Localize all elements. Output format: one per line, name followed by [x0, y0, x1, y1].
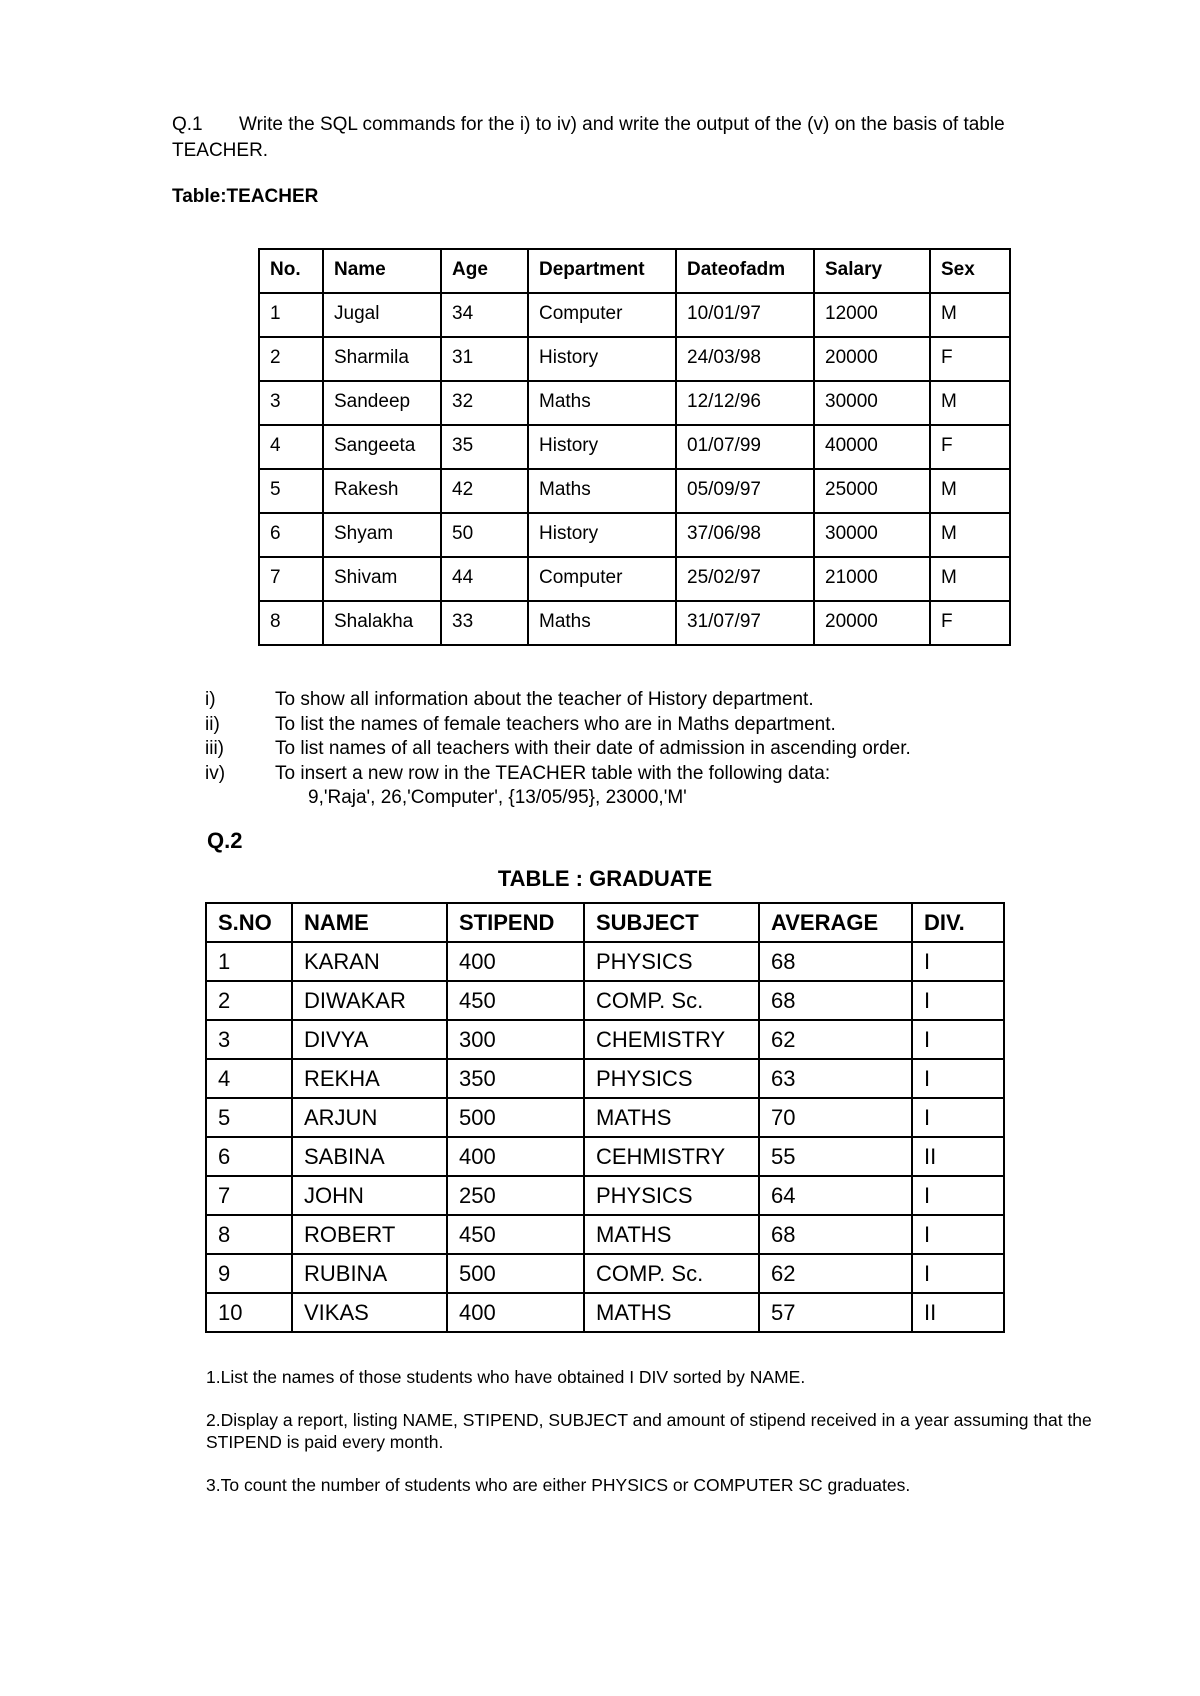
- teacher-table-cell: 6: [259, 513, 323, 557]
- teacher-table-cell: 3: [259, 381, 323, 425]
- graduate-table-cell: 68: [759, 981, 912, 1020]
- graduate-table-cell: I: [912, 1020, 1004, 1059]
- teacher-table-label: Table:TEACHER: [172, 186, 319, 207]
- graduate-header-cell: STIPEND: [447, 903, 584, 942]
- graduate-table-cell: 62: [759, 1020, 912, 1059]
- teacher-header-cell: No.: [259, 249, 323, 293]
- teacher-header-cell: Age: [441, 249, 528, 293]
- graduate-table-row: [206, 1020, 1004, 1059]
- q1-question-list: [205, 688, 911, 811]
- graduate-table-cell: 7: [206, 1176, 292, 1215]
- teacher-table-cell: 32: [441, 381, 528, 425]
- graduate-table-cell: 10: [206, 1293, 292, 1332]
- graduate-table-cell: REKHA: [292, 1059, 447, 1098]
- teacher-table-row: [259, 293, 1010, 337]
- graduate-table-cell: PHYSICS: [584, 1176, 759, 1215]
- graduate-table-cell: 62: [759, 1254, 912, 1293]
- graduate-table-cell: I: [912, 1059, 1004, 1098]
- q1-number: Q.1: [172, 114, 203, 135]
- graduate-table-cell: 500: [447, 1254, 584, 1293]
- teacher-table-cell: History: [528, 425, 676, 469]
- teacher-table-cell: M: [930, 557, 1010, 601]
- teacher-header-cell: Name: [323, 249, 441, 293]
- graduate-table-cell: 1: [206, 942, 292, 981]
- q1-insert-data: 9,'Raja', 26,'Computer', {13/05/95}, 23000,'M': [308, 787, 687, 808]
- graduate-header-cell: S.NO: [206, 903, 292, 942]
- teacher-table-header-row: [259, 249, 1010, 293]
- graduate-table-cell: DIVYA: [292, 1020, 447, 1059]
- graduate-table-cell: RUBINA: [292, 1254, 447, 1293]
- q1-text-line1: Write the SQL commands for the i) to iv) and write the output of the (v) on the basis of table: [239, 114, 1005, 135]
- graduate-table-row: [206, 942, 1004, 981]
- teacher-table: [258, 248, 1011, 646]
- teacher-table-cell: Rakesh: [323, 469, 441, 513]
- graduate-table-row: [206, 1254, 1004, 1293]
- graduate-header-cell: AVERAGE: [759, 903, 912, 942]
- graduate-table-row: [206, 1059, 1004, 1098]
- graduate-table-cell: MATHS: [584, 1215, 759, 1254]
- graduate-table-cell: 57: [759, 1293, 912, 1332]
- graduate-table-cell: COMP. Sc.: [584, 981, 759, 1020]
- teacher-table-cell: 10/01/97: [676, 293, 814, 337]
- teacher-table-row: [259, 513, 1010, 557]
- teacher-table-cell: Maths: [528, 601, 676, 645]
- graduate-header-cell: NAME: [292, 903, 447, 942]
- teacher-table-cell: Shivam: [323, 557, 441, 601]
- graduate-table-row: [206, 1137, 1004, 1176]
- teacher-table-cell: 25/02/97: [676, 557, 814, 601]
- q2-question-3: 3.To count the number of students who are either PHYSICS or COMPUTER SC graduates.: [206, 1475, 911, 1495]
- teacher-table-cell: Sangeeta: [323, 425, 441, 469]
- graduate-table-cell: I: [912, 1098, 1004, 1137]
- teacher-table-cell: 35: [441, 425, 528, 469]
- graduate-table-cell: KARAN: [292, 942, 447, 981]
- teacher-table-cell: 24/03/98: [676, 337, 814, 381]
- graduate-header-cell: DIV.: [912, 903, 1004, 942]
- teacher-table-cell: Sandeep: [323, 381, 441, 425]
- teacher-header-cell: Sex: [930, 249, 1010, 293]
- teacher-table-body: [259, 293, 1010, 645]
- graduate-table-cell: I: [912, 1215, 1004, 1254]
- teacher-table-cell: 25000: [814, 469, 930, 513]
- teacher-table-cell: Shalakha: [323, 601, 441, 645]
- teacher-table-cell: 01/07/99: [676, 425, 814, 469]
- graduate-table-cell: 68: [759, 942, 912, 981]
- graduate-table-cell: 4: [206, 1059, 292, 1098]
- teacher-table-cell: 20000: [814, 601, 930, 645]
- graduate-table-row: [206, 1098, 1004, 1137]
- teacher-table-cell: 20000: [814, 337, 930, 381]
- graduate-table-cell: MATHS: [584, 1098, 759, 1137]
- graduate-table-cell: ARJUN: [292, 1098, 447, 1137]
- graduate-table-cell: II: [912, 1293, 1004, 1332]
- teacher-table-cell: 30000: [814, 381, 930, 425]
- teacher-table-cell: 50: [441, 513, 528, 557]
- teacher-table-cell: F: [930, 601, 1010, 645]
- graduate-table-cell: 63: [759, 1059, 912, 1098]
- graduate-table-cell: 6: [206, 1137, 292, 1176]
- graduate-table: [205, 902, 1005, 1333]
- teacher-table-cell: 42: [441, 469, 528, 513]
- graduate-table-cell: 500: [447, 1098, 584, 1137]
- graduate-table-cell: 9: [206, 1254, 292, 1293]
- graduate-table-cell: 70: [759, 1098, 912, 1137]
- graduate-table-cell: MATHS: [584, 1293, 759, 1332]
- graduate-table-cell: 2: [206, 981, 292, 1020]
- graduate-table-title: TABLE : GRADUATE: [497, 866, 713, 891]
- teacher-table-cell: 1: [259, 293, 323, 337]
- graduate-table-cell: VIKAS: [292, 1293, 447, 1332]
- teacher-table-cell: Maths: [528, 469, 676, 513]
- graduate-table-header-row: [206, 903, 1004, 942]
- graduate-table-cell: CHEMISTRY: [584, 1020, 759, 1059]
- teacher-table-cell: 12000: [814, 293, 930, 337]
- q2-question-1: 1.List the names of those students who have obtained I DIV sorted by NAME.: [206, 1367, 806, 1387]
- teacher-table-cell: 12/12/96: [676, 381, 814, 425]
- teacher-table-cell: Computer: [528, 293, 676, 337]
- graduate-table-row: [206, 1293, 1004, 1332]
- graduate-table-cell: 300: [447, 1020, 584, 1059]
- graduate-table-cell: 8: [206, 1215, 292, 1254]
- q1-intro: [172, 112, 1112, 164]
- graduate-table-cell: DIWAKAR: [292, 981, 447, 1020]
- graduate-header-cell: SUBJECT: [584, 903, 759, 942]
- teacher-table-cell: M: [930, 381, 1010, 425]
- graduate-table-cell: 350: [447, 1059, 584, 1098]
- teacher-table-cell: Maths: [528, 381, 676, 425]
- q1-question-4: iv) To insert a new row in the TEACHER table with the following data:: [205, 762, 831, 784]
- graduate-table-cell: SABINA: [292, 1137, 447, 1176]
- graduate-table-cell: 5: [206, 1098, 292, 1137]
- teacher-table-row: [259, 381, 1010, 425]
- q1-question-3: iii) To list names of all teachers with their date of admission in ascending order.: [205, 738, 911, 759]
- graduate-table-cell: 400: [447, 942, 584, 981]
- teacher-table-cell: 7: [259, 557, 323, 601]
- graduate-table-cell: II: [912, 1137, 1004, 1176]
- teacher-table-cell: 31: [441, 337, 528, 381]
- graduate-table-cell: PHYSICS: [584, 942, 759, 981]
- graduate-table-body: [206, 942, 1004, 1332]
- teacher-table-cell: 05/09/97: [676, 469, 814, 513]
- teacher-table-cell: M: [930, 469, 1010, 513]
- teacher-table-cell: 8: [259, 601, 323, 645]
- teacher-table-cell: 4: [259, 425, 323, 469]
- teacher-table-cell: History: [528, 513, 676, 557]
- graduate-table-cell: 400: [447, 1293, 584, 1332]
- teacher-table-cell: M: [930, 513, 1010, 557]
- teacher-table-row: [259, 557, 1010, 601]
- teacher-header-cell: Dateofadm: [676, 249, 814, 293]
- graduate-table-cell: 68: [759, 1215, 912, 1254]
- q2-question-list: [206, 1366, 1106, 1517]
- teacher-table-cell: 33: [441, 601, 528, 645]
- graduate-table-cell: 3: [206, 1020, 292, 1059]
- q1-text-line2: TEACHER.: [172, 140, 269, 161]
- teacher-table-cell: 5: [259, 469, 323, 513]
- teacher-table-cell: 40000: [814, 425, 930, 469]
- teacher-table-cell: 21000: [814, 557, 930, 601]
- teacher-table-row: [259, 425, 1010, 469]
- graduate-table-cell: 400: [447, 1137, 584, 1176]
- graduate-table-cell: 250: [447, 1176, 584, 1215]
- q2-number: Q.2: [207, 828, 243, 853]
- graduate-table-cell: CEHMISTRY: [584, 1137, 759, 1176]
- graduate-table-cell: PHYSICS: [584, 1059, 759, 1098]
- teacher-table-cell: Jugal: [323, 293, 441, 337]
- graduate-table-cell: I: [912, 1176, 1004, 1215]
- graduate-table-cell: 450: [447, 1215, 584, 1254]
- teacher-table-cell: History: [528, 337, 676, 381]
- graduate-table-cell: JOHN: [292, 1176, 447, 1215]
- teacher-header-cell: Salary: [814, 249, 930, 293]
- graduate-table-cell: 55: [759, 1137, 912, 1176]
- teacher-table-cell: F: [930, 337, 1010, 381]
- teacher-table-row: [259, 601, 1010, 645]
- teacher-table-cell: Sharmila: [323, 337, 441, 381]
- teacher-table-cell: 37/06/98: [676, 513, 814, 557]
- teacher-table-cell: 31/07/97: [676, 601, 814, 645]
- teacher-header-cell: Department: [528, 249, 676, 293]
- teacher-table-cell: 2: [259, 337, 323, 381]
- graduate-table-cell: I: [912, 942, 1004, 981]
- graduate-table-row: [206, 1176, 1004, 1215]
- teacher-table-row: [259, 337, 1010, 381]
- teacher-table-cell: 30000: [814, 513, 930, 557]
- teacher-table-cell: 34: [441, 293, 528, 337]
- teacher-table-cell: F: [930, 425, 1010, 469]
- teacher-table-cell: Shyam: [323, 513, 441, 557]
- graduate-table-cell: COMP. Sc.: [584, 1254, 759, 1293]
- graduate-table-cell: 450: [447, 981, 584, 1020]
- graduate-table-cell: 64: [759, 1176, 912, 1215]
- teacher-table-cell: 44: [441, 557, 528, 601]
- q2-question-2: 2.Display a report, listing NAME, STIPEND, SUBJECT and amount of stipend received in a year assuming that the STIPEND is paid every month.: [206, 1410, 1092, 1452]
- graduate-table-row: [206, 1215, 1004, 1254]
- graduate-table-cell: I: [912, 981, 1004, 1020]
- teacher-table-cell: Computer: [528, 557, 676, 601]
- graduate-table-cell: I: [912, 1254, 1004, 1293]
- teacher-table-cell: M: [930, 293, 1010, 337]
- graduate-table-row: [206, 981, 1004, 1020]
- q1-question-2: ii) To list the names of female teachers who are in Maths department.: [205, 713, 836, 735]
- teacher-table-row: [259, 469, 1010, 513]
- graduate-table-cell: ROBERT: [292, 1215, 447, 1254]
- q1-question-1: i) To show all information about the teacher of History department.: [205, 689, 814, 710]
